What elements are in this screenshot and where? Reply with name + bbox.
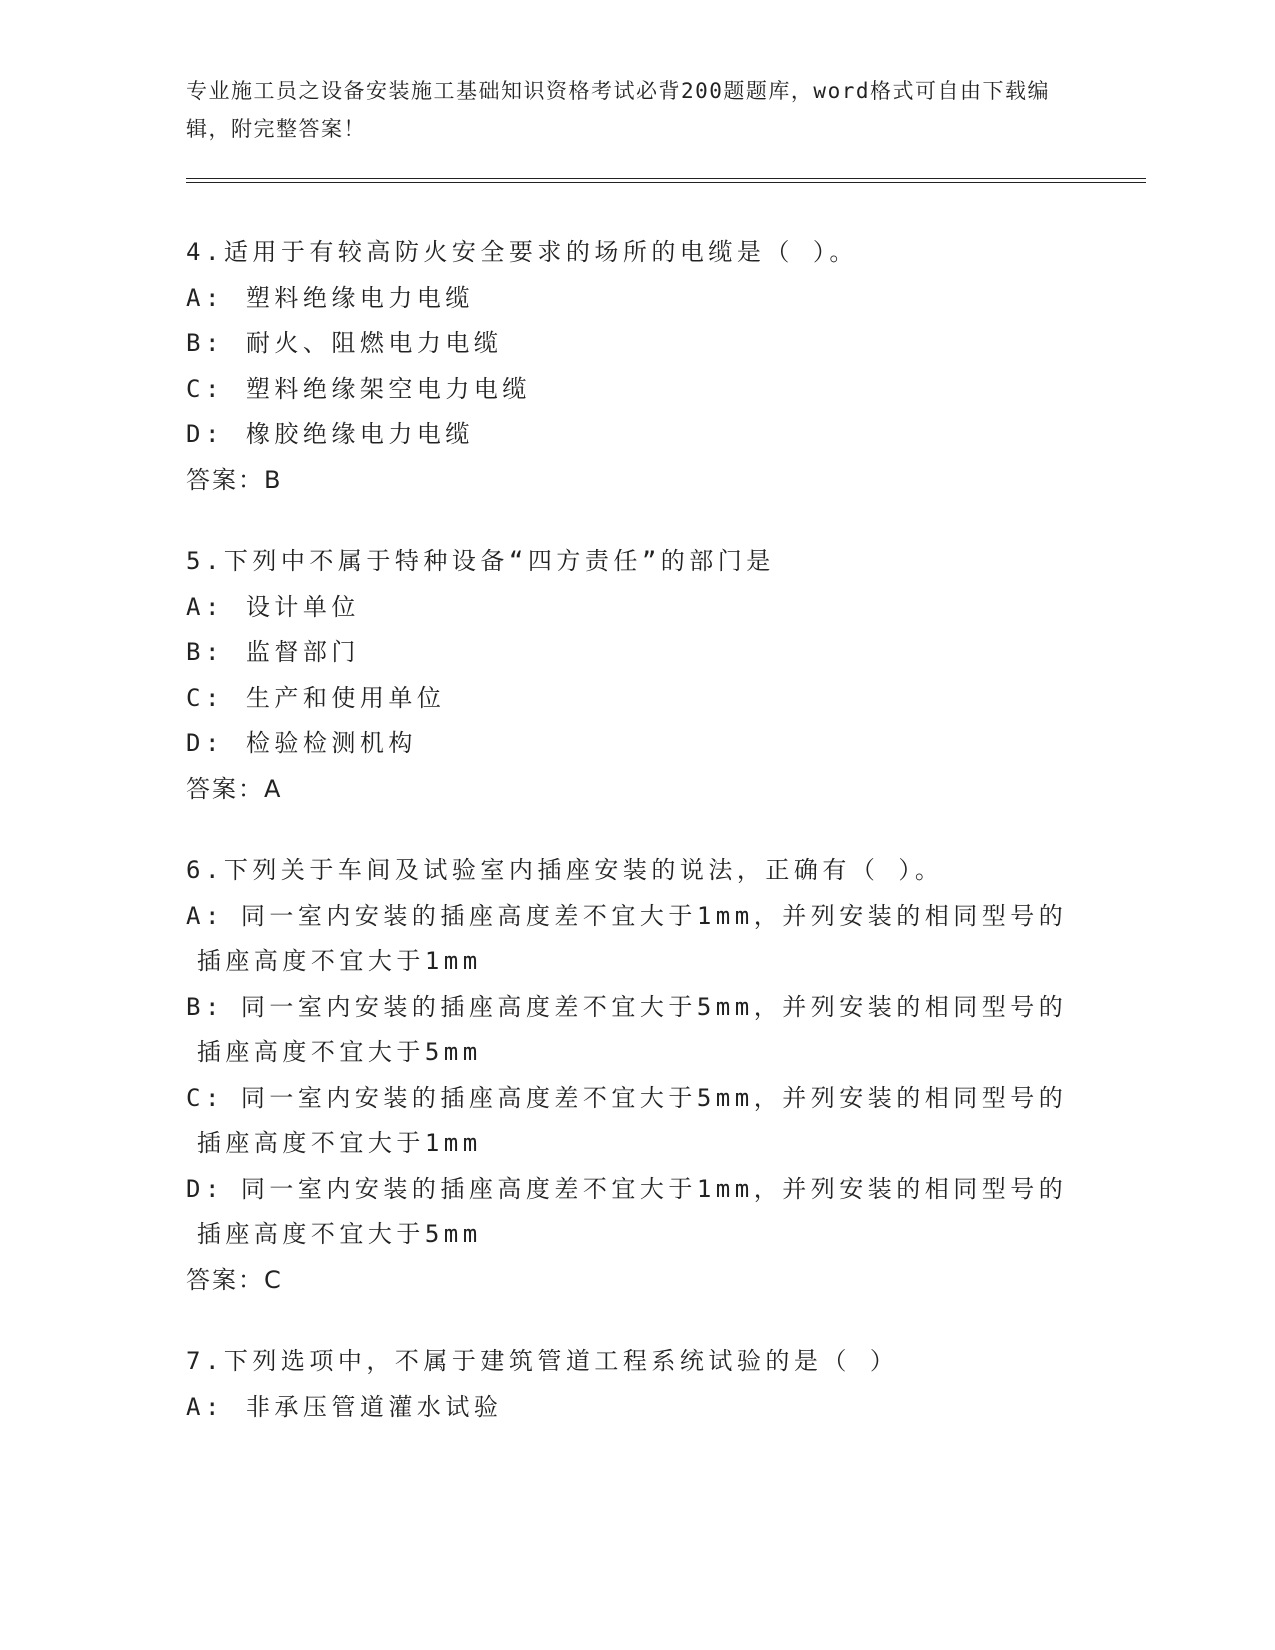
option-text: 同一室内安装的插座高度差不宜大于1mm，并列安装的相同型号的插座高度不宜大于5mm [196, 1174, 1068, 1248]
option-text: 生产和使用单位 [245, 683, 446, 712]
question-stem: 4.适用于有较高防火安全要求的场所的电缆是（ ）。 [186, 238, 858, 266]
question-6 [186, 848, 1086, 1303]
header-divider-bottom [186, 182, 1146, 183]
option-key: D: [186, 729, 224, 757]
option-key: A: [186, 283, 224, 312]
answer-line: 答案：A [186, 774, 283, 803]
option-key: D: [186, 420, 224, 448]
option-b [186, 321, 1086, 367]
question-stem: 5.下列中不属于特种设备“四方责任”的部门是 [186, 547, 775, 575]
option-key: D: [186, 1174, 224, 1203]
option-text: 非承压管道灌水试验 [245, 1392, 503, 1421]
option-text: 同一室内安装的插座高度差不宜大于5mm，并列安装的相同型号的插座高度不宜大于1mm [196, 1083, 1068, 1157]
question-stem: 7.下列选项中，不属于建筑管道工程系统试验的是（ ） [186, 1347, 899, 1375]
option-a [186, 894, 1086, 985]
option-c [186, 1076, 1086, 1167]
option-text: 检验检测机构 [245, 729, 417, 757]
option-d [186, 412, 1086, 458]
option-a [186, 585, 1086, 631]
answer-line: 答案：B [186, 465, 283, 494]
option-text: 设计单位 [245, 592, 360, 621]
option-text: 塑料绝缘电力电缆 [245, 283, 474, 312]
option-key: A: [186, 592, 224, 621]
option-c [186, 676, 1086, 722]
option-key: B: [186, 329, 224, 357]
document-header: 专业施工员之设备安装施工基础知识资格考试必背200题题库，word格式可自由下载编辑，附完整答案！ [186, 79, 1050, 141]
option-text: 塑料绝缘架空电力电缆 [245, 374, 531, 403]
option-key: C: [186, 1083, 224, 1112]
option-c [186, 367, 1086, 413]
option-key: A: [186, 1392, 224, 1421]
option-b [186, 985, 1086, 1076]
option-text: 耐火、阻燃电力电缆 [245, 329, 503, 357]
header-divider-top [186, 178, 1146, 179]
option-key: C: [186, 683, 224, 712]
option-text: 橡胶绝缘电力电缆 [245, 420, 474, 448]
option-d [186, 1167, 1086, 1258]
option-text: 同一室内安装的插座高度差不宜大于5mm，并列安装的相同型号的插座高度不宜大于5mm [196, 992, 1068, 1066]
option-key: A: [186, 901, 224, 930]
option-a [186, 276, 1086, 322]
answer-line: 答案：C [186, 1265, 283, 1294]
option-key: C: [186, 374, 224, 403]
question-list [186, 230, 1086, 1466]
document-page [186, 0, 1146, 1650]
option-a [186, 1385, 1086, 1431]
question-4 [186, 230, 1086, 503]
option-b [186, 630, 1086, 676]
option-key: B: [186, 992, 224, 1021]
question-7 [186, 1339, 1086, 1430]
option-text: 同一室内安装的插座高度差不宜大于1mm，并列安装的相同型号的插座高度不宜大于1mm [196, 901, 1068, 975]
option-key: B: [186, 638, 224, 666]
question-stem: 6.下列关于车间及试验室内插座安装的说法，正确有（ ）。 [186, 856, 944, 884]
option-d [186, 721, 1086, 767]
option-text: 监督部门 [245, 638, 360, 666]
question-5 [186, 539, 1086, 812]
